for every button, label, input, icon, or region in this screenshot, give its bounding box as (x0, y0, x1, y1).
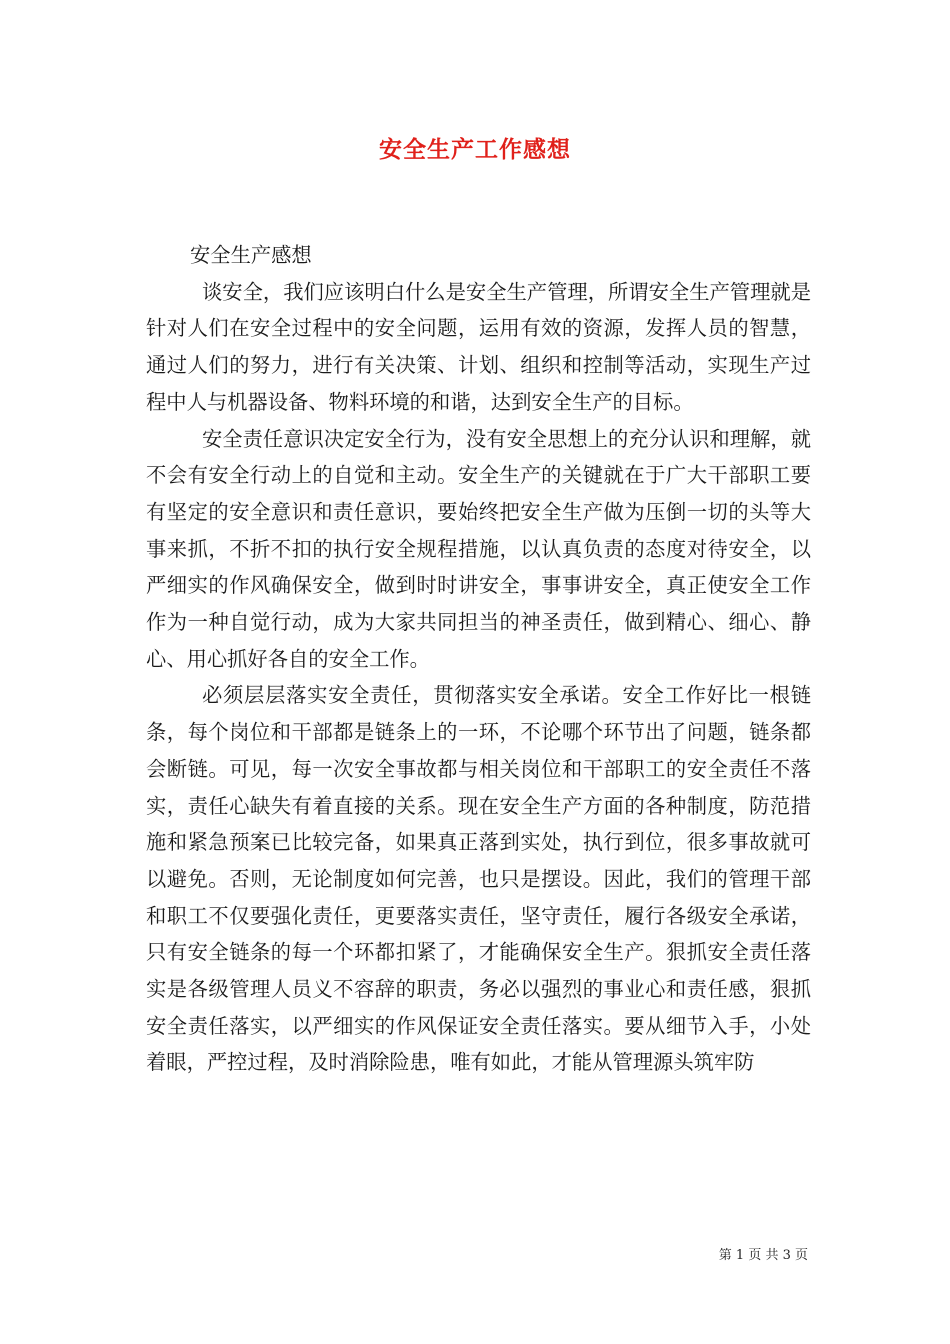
document-body (146, 237, 811, 1081)
paragraph-3: 必须层层落实安全责任，贯彻落实安全承诺。安全工作好比一根链条，每个岗位和干部都是链条上的一环，不论哪个环节出了问题，链条都会断链。可见，每一次安全事故都与相关岗位和干部职工的安全责任不落实，责任心缺失有着直接的关系。现在安全生产方面的各种制度，防范措施和紧急预案已比较完备，如果真正落到实处，执行到位，很多事故就可以避免。否则，无论制度如何完善，也只是摆设。因此，我们的管理干部和职工不仅要强化责任，更要落实责任，坚守责任，履行各级安全承诺，只有安全链条的每一个环都扣紧了，才能确保安全生产。狠抓安全责任落实是各级管理人员义不容辞的职责，务必以强烈的事业心和责任感，狠抓安全责任落实，以严细实的作风保证安全责任落实。要从细节入手，小处着眼，严控过程，及时消除险患，唯有如此，才能从管理源头筑牢防 (146, 683, 811, 1075)
paragraph-2: 安全责任意识决定安全行为，没有安全思想上的充分认识和理解，就不会有安全行动上的自觉和主动。安全生产的关键就在于广大干部职工要有坚定的安全意识和责任意识，要始终把安全生产做为压倒一切的头等大事来抓，不折不扣的执行安全规程措施，以认真负责的态度对待安全，以严细实的作风确保安全，做到时时讲安全，事事讲安全，真正使安全工作作为一种自觉行动，成为大家共同担当的神圣责任，做到精心、细心、静心、用心抓好各自的安全工作。 (146, 426, 811, 671)
page-number: 第 1 页 共 3 页 (718, 1248, 808, 1263)
paragraph-1: 谈安全，我们应该明白什么是安全生产管理，所谓安全生产管理就是针对人们在安全过程中的安全问题，运用有效的资源，发挥人员的智慧，通过人们的努力，进行有关决策、计划、组织和控制等活动，实现生产过程中人与机器设备、物料环境的和谐，达到安全生产的目标。 (146, 279, 811, 414)
document-subtitle: 安全生产感想 (190, 243, 312, 267)
document-title: 安全生产工作感想 (379, 136, 571, 163)
